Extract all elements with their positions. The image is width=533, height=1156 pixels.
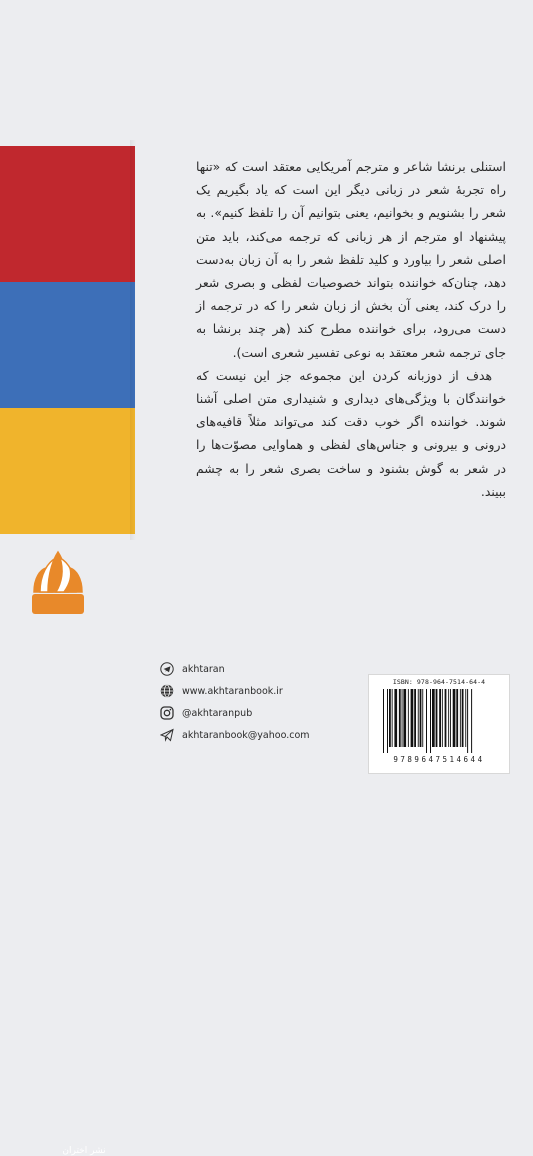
barcode-bar bbox=[392, 689, 393, 747]
contact-email-text: akhtaranbook@yahoo.com bbox=[182, 729, 310, 741]
contact-list bbox=[160, 658, 360, 746]
yellow-color-stripe bbox=[0, 408, 135, 534]
blurb-paragraph-1: استنلی برنشا شاعر و مترجم آمریکایی معتقد است که «تنها راه تجربهٔ شعر در زبانی دیگر این است که یاد بگیریم یک شعر را بشنویم و بخوانیم، یعنی بتوانیم آن را تلفظ کنیم». به پیشنهاد او مترجم از هر زبانی که ترجمه می‌کند، باید متن اصلی شعر را بیاورد و کلید تلفظ شعر را به آن زبان به‌دست دهد، چنان‌که خواننده بتواند خصوصیات لفظی و بصری شعر را درک کند، یعنی آن بخش از زبان شعر را که در ترجمه از دست می‌رود، برای خواننده مطرح کند (هر چند برنشا به جای ترجمه شعر معتقد به نوعی تفسیر شعری است). bbox=[196, 159, 506, 360]
barcode-graphic bbox=[381, 689, 497, 755]
publisher-logo bbox=[26, 548, 106, 1156]
barcode-bar bbox=[430, 689, 431, 753]
barcode-bar bbox=[426, 689, 427, 753]
contact-website-text: www.akhtaranbook.ir bbox=[182, 685, 283, 697]
barcode-bar bbox=[389, 689, 391, 747]
isbn-label: ISBN: 978-964-7514-64-4 bbox=[392, 678, 486, 686]
barcode-bar bbox=[422, 689, 423, 747]
barcode-bar bbox=[394, 689, 397, 747]
barcode-bar bbox=[460, 689, 461, 747]
contact-instagram-text: @akhtaranpub bbox=[182, 707, 253, 719]
barcode-bar bbox=[462, 689, 464, 747]
barcode-bar bbox=[383, 689, 384, 753]
contact-email[interactable] bbox=[160, 724, 360, 746]
blurb-paragraph-2: هدف از دوزبانه کردن این مجموعه جز این نیست که خوانندگان با ویژگی‌های دیداری و شنیداری متن اصلی آشنا شوند. خواننده اگر خوب دقت کند می‌تواند مثلاً قافیه‌های درونی و بیرونی و جناس‌های لفظی و هماوایی مصوّت‌ها را در شعر به گوش بشنود و ساخت بصری شعر را به چشم ببیند. bbox=[196, 367, 506, 499]
barcode-bar bbox=[418, 689, 419, 747]
barcode-bar bbox=[445, 689, 447, 747]
contact-instagram[interactable] bbox=[160, 702, 360, 724]
barcode-bar bbox=[408, 689, 409, 747]
barcode-bar bbox=[436, 689, 438, 747]
contact-website[interactable] bbox=[160, 680, 360, 702]
barcode-bar bbox=[399, 689, 401, 747]
barcode-panel bbox=[368, 674, 510, 774]
contact-telegram[interactable] bbox=[160, 658, 360, 680]
barcode-bar bbox=[402, 689, 403, 747]
barcode-bar bbox=[411, 689, 414, 747]
barcode-bar bbox=[442, 689, 443, 747]
blurb-text bbox=[196, 155, 506, 503]
barcode-bar bbox=[465, 689, 466, 747]
red-color-stripe bbox=[0, 146, 135, 282]
barcode-bar bbox=[467, 689, 468, 753]
barcode-bar bbox=[471, 689, 472, 753]
globe-icon bbox=[160, 684, 174, 698]
publisher-logo-icon bbox=[26, 548, 90, 618]
barcode-bar bbox=[450, 689, 451, 747]
barcode-bar bbox=[453, 689, 456, 747]
barcode-bar bbox=[403, 689, 406, 747]
barcode-bar bbox=[387, 689, 388, 753]
blue-color-stripe bbox=[0, 282, 135, 408]
barcode-bar bbox=[456, 689, 458, 747]
publisher-name: نشر اختران bbox=[62, 1146, 106, 1156]
instagram-icon bbox=[160, 706, 174, 720]
barcode-bar bbox=[420, 689, 422, 747]
contact-telegram-text: akhtaran bbox=[182, 663, 225, 675]
barcode-bar bbox=[439, 689, 441, 747]
barcode-digits: 9789647514644 bbox=[393, 755, 485, 764]
barcode-bar bbox=[448, 689, 449, 747]
barcode-bar bbox=[432, 689, 435, 747]
barcode-bar bbox=[414, 689, 416, 747]
stripe-shadow bbox=[130, 140, 136, 540]
telegram-icon bbox=[160, 662, 174, 676]
email-icon bbox=[160, 728, 174, 742]
